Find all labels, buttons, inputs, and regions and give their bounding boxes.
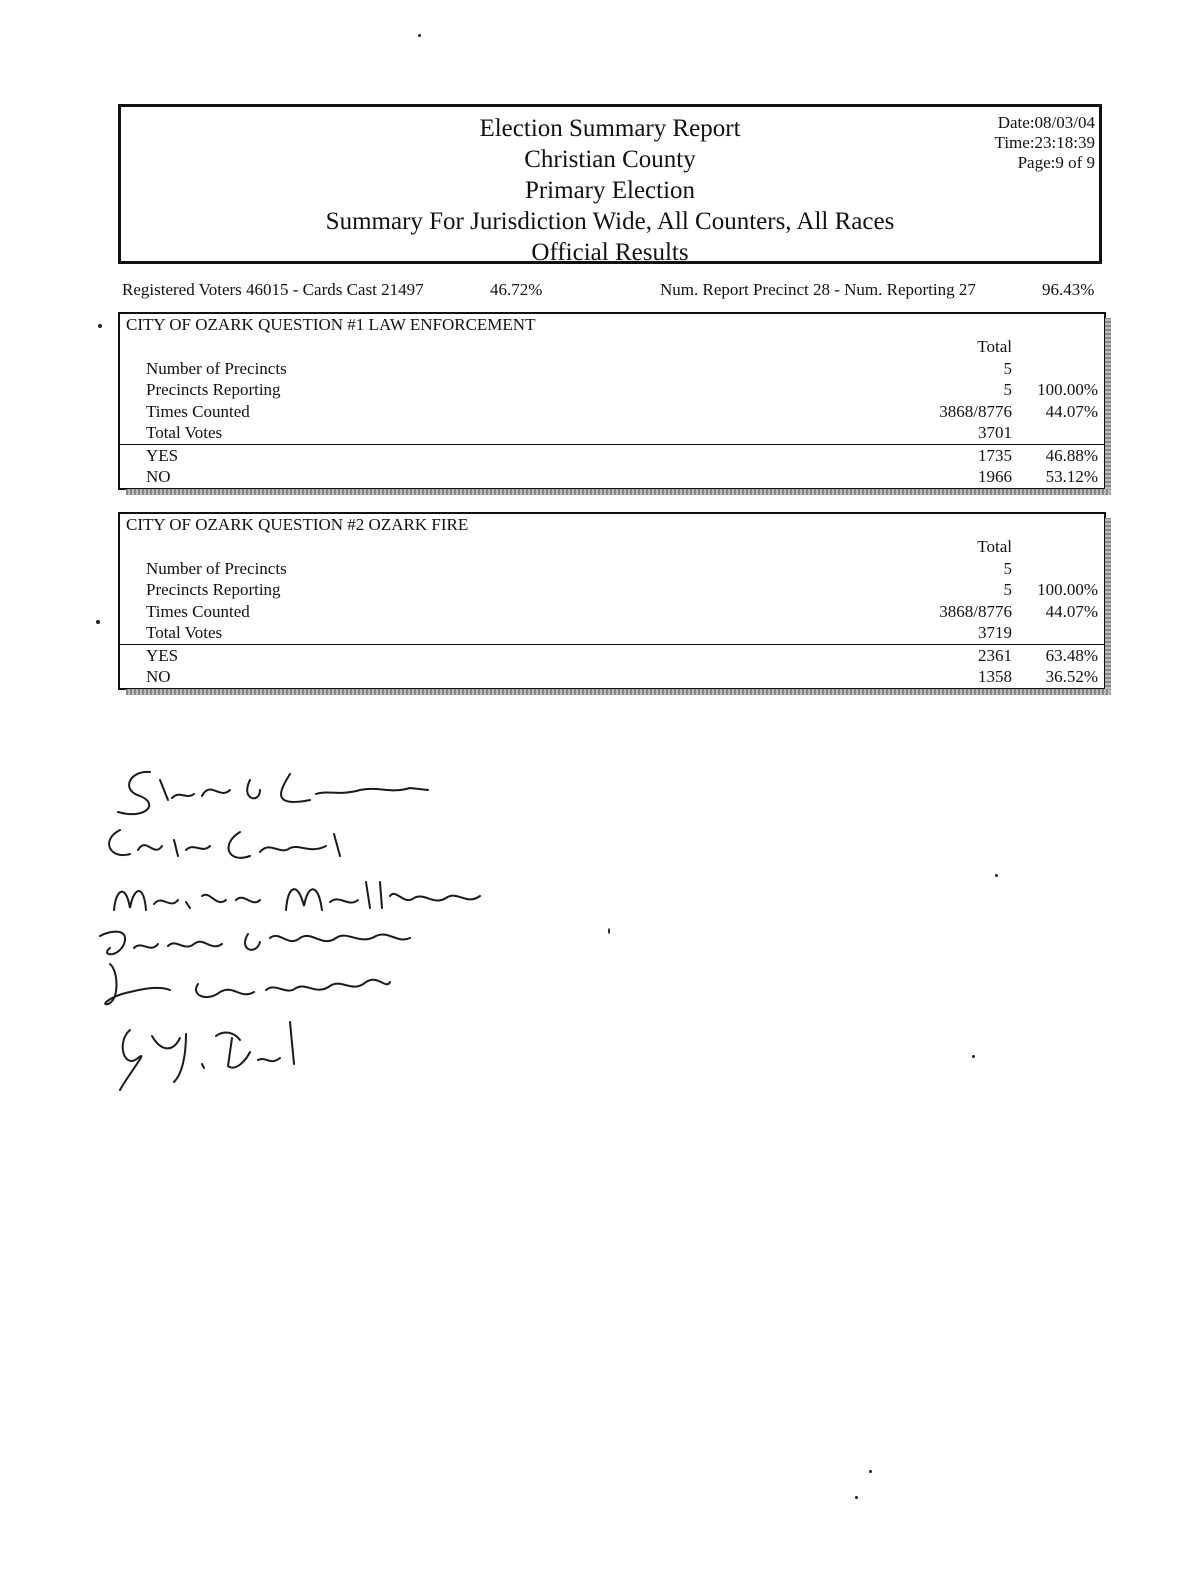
stat-total: 3868/8776 — [939, 401, 1012, 421]
title-line-5: Official Results — [531, 239, 689, 266]
race-box — [118, 512, 1106, 690]
stat-percent: 100.00% — [1037, 380, 1098, 399]
race-title: CITY OF OZARK QUESTION #2 OZARK FIRE — [126, 515, 469, 534]
scan-speck — [972, 1055, 975, 1058]
stat-total: 3868/8776 — [939, 601, 1012, 621]
choice-percent: 53.12% — [1045, 467, 1098, 486]
choice-votes: 2361 — [978, 645, 1012, 665]
choice-votes: 1358 — [978, 667, 1012, 686]
stat-label: Number of Precincts — [146, 358, 287, 378]
scan-speck — [608, 928, 610, 934]
signature-3 — [114, 882, 480, 910]
stat-label: Precincts Reporting — [146, 380, 281, 399]
scan-speck — [96, 620, 100, 624]
choice-row — [120, 466, 1104, 488]
stat-total: 5 — [1003, 580, 1012, 599]
choice-percent: 63.48% — [1045, 645, 1098, 665]
stat-row — [120, 558, 1104, 580]
race-title: CITY OF OZARK QUESTION #1 LAW ENFORCEMENT — [126, 315, 536, 334]
report-meta — [995, 113, 1095, 173]
title-line-2: Christian County — [524, 146, 696, 173]
stat-label: Times Counted — [146, 401, 250, 421]
choice-percent: 46.88% — [1045, 445, 1098, 465]
choice-label: NO — [146, 667, 171, 686]
scan-speck — [855, 1496, 858, 1499]
stat-label: Total Votes — [146, 623, 223, 642]
choice-label: NO — [146, 467, 171, 486]
stat-row — [120, 401, 1104, 423]
total-column-header: Total — [977, 537, 1012, 556]
signature-6 — [120, 1022, 294, 1090]
choice-label: YES — [146, 645, 179, 665]
stat-percent: 44.07% — [1045, 401, 1098, 421]
total-column-header: Total — [977, 337, 1012, 356]
scan-speck — [995, 874, 998, 877]
signature-4 — [100, 932, 410, 955]
choice-votes: 1966 — [978, 467, 1012, 486]
report-header — [118, 104, 1102, 264]
signature-1 — [118, 772, 428, 814]
stat-row — [120, 379, 1104, 401]
precinct-reporting-percent: 96.43% — [1042, 280, 1095, 299]
choice-row — [120, 444, 1104, 467]
race-box — [118, 312, 1106, 490]
stat-total: 5 — [1003, 558, 1012, 578]
report-title — [121, 113, 1099, 268]
stat-total: 3719 — [978, 623, 1012, 642]
stat-row — [120, 422, 1104, 444]
signature-5 — [105, 964, 390, 1004]
title-line-1: Election Summary Report — [479, 115, 741, 142]
report-time: Time:23:18:39 — [994, 133, 1095, 152]
cards-cast-percent: 46.72% — [490, 280, 543, 299]
stat-label: Precincts Reporting — [146, 580, 281, 599]
scan-speck — [418, 34, 421, 37]
registered-voters: Registered Voters 46015 - Cards Cast 21497 — [122, 280, 424, 299]
precinct-reporting: Num. Report Precinct 28 - Num. Reporting 27 — [660, 280, 976, 299]
stat-percent: 44.07% — [1045, 601, 1098, 621]
stat-label: Total Votes — [146, 423, 223, 442]
stat-label: Times Counted — [146, 601, 250, 621]
report-page: Page:9 of 9 — [1017, 153, 1095, 172]
scan-speck — [98, 324, 102, 328]
stat-percent: 100.00% — [1037, 580, 1098, 599]
title-line-3: Primary Election — [524, 177, 696, 204]
stat-total: 3701 — [978, 423, 1012, 442]
report-date: Date:08/03/04 — [997, 113, 1095, 132]
handwritten-signatures — [90, 760, 510, 1100]
title-line-4: Summary For Jurisdiction Wide, All Counters, All Races — [325, 208, 895, 235]
stat-row — [120, 358, 1104, 380]
scan-speck — [869, 1470, 872, 1473]
choice-percent: 36.52% — [1045, 667, 1098, 686]
stat-total: 5 — [1003, 380, 1012, 399]
choice-row — [120, 666, 1104, 688]
stat-label: Number of Precincts — [146, 558, 287, 578]
choice-label: YES — [146, 445, 179, 465]
choice-row — [120, 644, 1104, 667]
stat-row — [120, 579, 1104, 601]
stat-row — [120, 601, 1104, 623]
stat-row — [120, 622, 1104, 644]
choice-votes: 1735 — [978, 445, 1012, 465]
stat-total: 5 — [1003, 358, 1012, 378]
signature-2 — [109, 830, 340, 858]
